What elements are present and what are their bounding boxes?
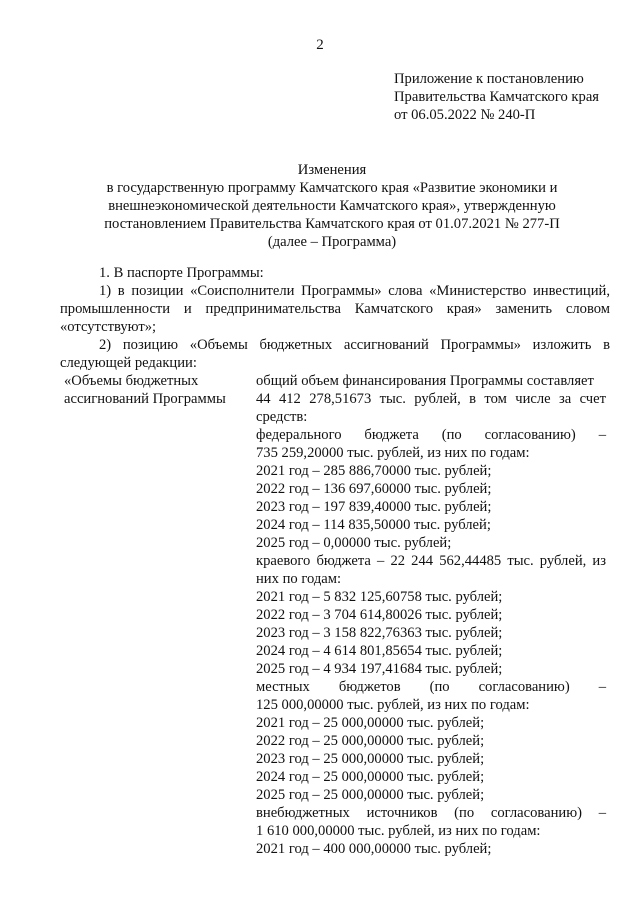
right-cell-line: 2024 год – 25 000,00000 тыс. рублей; — [256, 769, 485, 785]
title-line: постановлением Правительства Камчатского края от 01.07.2021 № 277-П — [104, 216, 560, 232]
left-cell-line: «Объемы бюджетных — [64, 373, 199, 389]
right-cell-line: 2023 год – 25 000,00000 тыс. рублей; — [256, 751, 485, 767]
right-cell-line: 2023 год – 3 158 822,76363 тыс. рублей; — [256, 625, 503, 641]
table-right-cell — [256, 372, 606, 858]
title-line: внешнеэкономической деятельности Камчатского края», утвержденную — [108, 198, 556, 214]
paragraph-line: промышленности и предпринимательства Камчатского края» заменить словом — [60, 301, 610, 317]
right-cell-line: 2024 год – 114 835,50000 тыс. рублей; — [256, 517, 491, 533]
title-heading: Изменения — [297, 162, 367, 178]
paragraph-line: 2) позицию «Объемы бюджетных ассигнований Программы» изложить в — [99, 337, 610, 353]
appendix-line: от 06.05.2022 № 240-П — [394, 107, 536, 123]
document-title — [40, 161, 624, 251]
document-body — [60, 264, 610, 372]
appendix-line: Приложение к постановлению — [394, 71, 584, 87]
right-cell-line: 2022 год – 136 697,60000 тыс. рублей; — [256, 481, 492, 497]
right-cell-line: 2022 год – 3 704 614,80026 тыс. рублей; — [256, 607, 503, 623]
appendix-line: Правительства Камчатского края — [394, 89, 600, 105]
right-cell-line: 2025 год – 4 934 197,41684 тыс. рублей; — [256, 661, 503, 677]
right-cell-line: 2021 год – 285 886,70000 тыс. рублей; — [256, 463, 492, 479]
right-cell-line: 125 000,00000 тыс. рублей, из них по годам: — [256, 697, 530, 713]
right-cell-line: 2025 год – 25 000,00000 тыс. рублей; — [256, 787, 485, 803]
right-cell-line: федерального бюджета (по согласованию) – — [256, 427, 606, 443]
left-cell-line: ассигнований Программы — [64, 391, 226, 407]
right-cell-line: 2021 год – 400 000,00000 тыс. рублей; — [256, 841, 492, 857]
right-cell-line: внебюджетных источников (по согласованию) – — [256, 805, 606, 821]
appendix-block — [394, 70, 634, 124]
right-cell-line: общий объем финансирования Программы составляет — [256, 373, 594, 389]
right-cell-line: 735 259,20000 тыс. рублей, из них по годам: — [256, 445, 530, 461]
right-cell-line: краевого бюджета – 22 244 562,44485 тыс. рублей, из — [256, 553, 606, 569]
right-cell-line: 2025 год – 0,00000 тыс. рублей; — [256, 535, 452, 551]
right-cell-line: местных бюджетов (по согласованию) – — [256, 679, 606, 695]
paragraph: 1. В паспорте Программы: — [99, 265, 264, 281]
title-line: (далее – Программа) — [267, 234, 397, 250]
right-cell-line: 2022 год – 25 000,00000 тыс. рублей; — [256, 733, 485, 749]
page-number: 2 — [316, 37, 324, 53]
paragraph-line: следующей редакции: — [60, 355, 197, 371]
paragraph-line: 1) в позиции «Соисполнители Программы» слова «Министерство инвестиций, — [99, 283, 610, 299]
paragraph-line: «отсутствуют»; — [60, 319, 157, 335]
right-cell-line: 2023 год – 197 839,40000 тыс. рублей; — [256, 499, 492, 515]
right-cell-line: средств: — [256, 409, 308, 425]
right-cell-line: 2024 год – 4 614 801,85654 тыс. рублей; — [256, 643, 503, 659]
right-cell-line: 1 610 000,00000 тыс. рублей, из них по годам: — [256, 823, 541, 839]
right-cell-line: них по годам: — [256, 571, 342, 587]
title-line: в государственную программу Камчатского края «Развитие экономики и — [106, 180, 558, 196]
right-cell-line: 2021 год – 25 000,00000 тыс. рублей; — [256, 715, 485, 731]
right-cell-line: 2021 год – 5 832 125,60758 тыс. рублей; — [256, 589, 503, 605]
right-cell-line: 44 412 278,51673 тыс. рублей, в том числе за счет — [256, 391, 606, 407]
table-left-cell — [64, 372, 254, 408]
